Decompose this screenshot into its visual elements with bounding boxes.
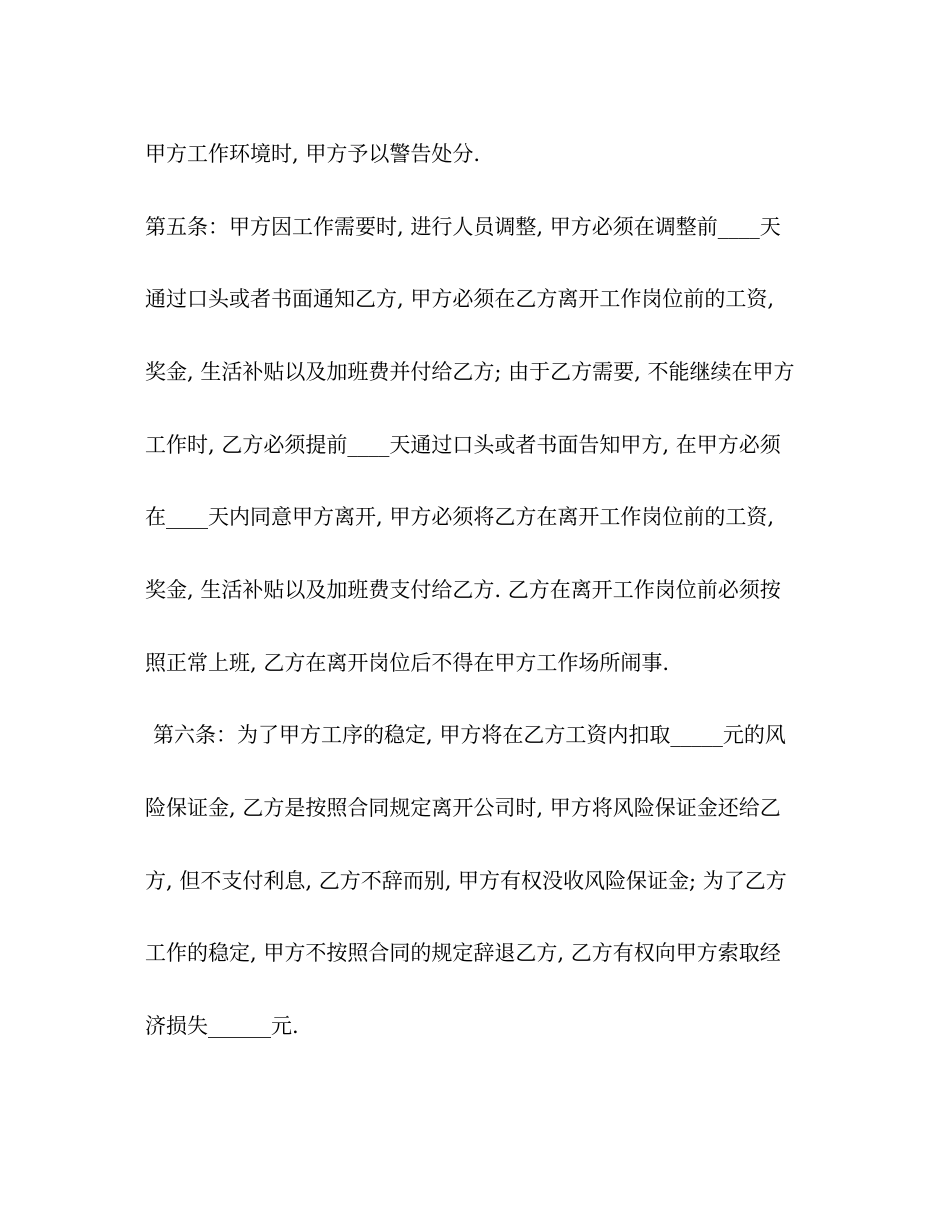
text-line-4: 奖金, 生活补贴以及加班费并付给乙方; 由于乙方需要, 不能继续在甲方 — [145, 360, 795, 384]
text-line-7: 奖金, 生活补贴以及加班费支付给乙方. 乙方在离开工作岗位前必须按 — [145, 578, 781, 602]
text-line-3: 通过口头或者书面通知乙方, 甲方必须在乙方离开工作岗位前的工资, — [145, 287, 775, 311]
text-line-1: 甲方工作环境时, 甲方予以警告处分. — [145, 142, 481, 166]
text-line-12: 工作的稳定, 甲方不按照合同的规定辞退乙方, 乙方有权向甲方索取经 — [145, 941, 781, 965]
text-line-10: 险保证金, 乙方是按照合同规定离开公司时, 甲方将风险保证金还给乙 — [145, 796, 781, 820]
text-line-13: 济损失______元. — [145, 1014, 299, 1038]
text-line-2: 第五条：甲方因工作需要时, 进行人员调整, 甲方必须在调整前____天 — [145, 215, 781, 239]
text-line-8: 照正常上班, 乙方在离开岗位后不得在甲方工作场所闹事. — [145, 651, 670, 675]
text-line-9: 第六条：为了甲方工序的稳定, 甲方将在乙方工资内扣取_____元的风 — [153, 723, 786, 747]
text-line-6: 在____天内同意甲方离开, 甲方必须将乙方在离开工作岗位前的工资, — [145, 505, 775, 529]
text-line-5: 工作时, 乙方必须提前____天通过口头或者书面告知甲方, 在甲方必须 — [145, 433, 781, 457]
text-line-11: 方, 但不支付利息, 乙方不辞而别, 甲方有权没收风险保证金; 为了乙方 — [145, 869, 787, 893]
